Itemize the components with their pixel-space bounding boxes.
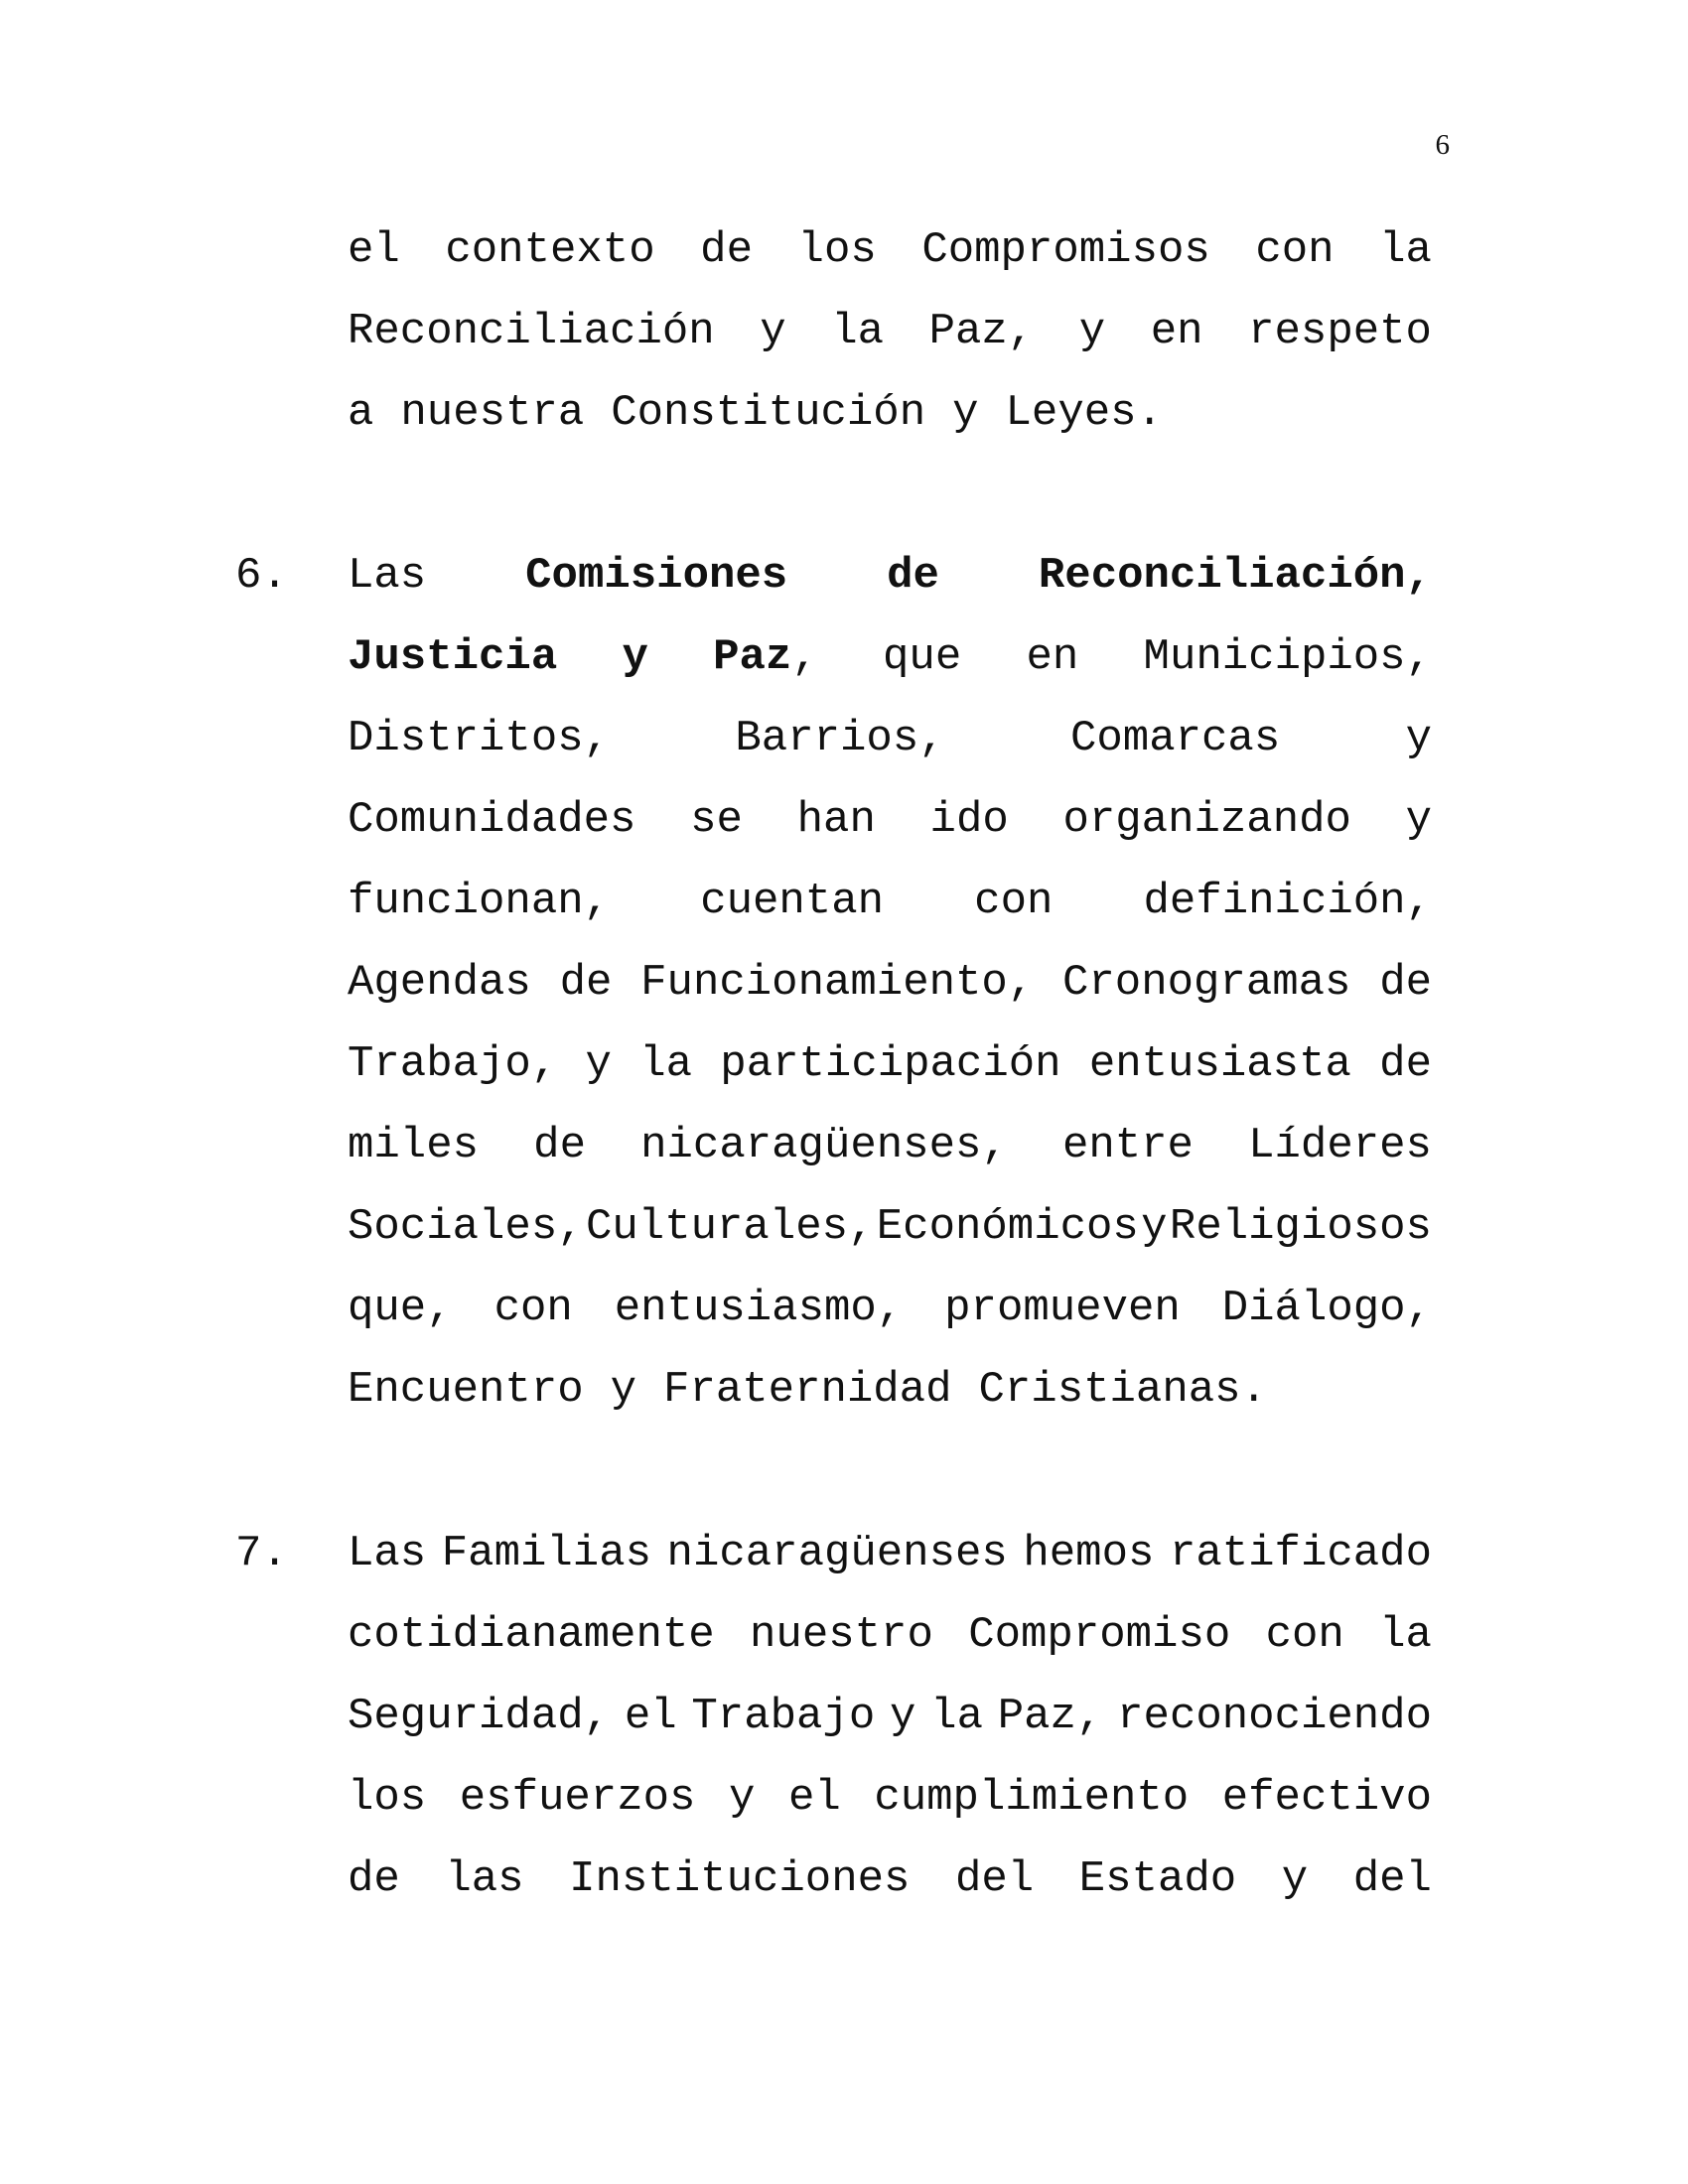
intro-line-1: [348, 209, 1432, 291]
page-number: 6: [1435, 129, 1450, 161]
word: Económicos: [876, 1202, 1139, 1252]
item-6-line-9: [348, 1186, 1432, 1268]
word: y: [1281, 1854, 1309, 1904]
word: Religiosos: [1169, 1202, 1432, 1252]
word: Culturales,: [585, 1202, 875, 1252]
item-6-line-6: [348, 942, 1432, 1024]
item-6-line-2: [348, 616, 1432, 698]
word: definición,: [1143, 877, 1432, 926]
word: Agendas: [348, 958, 531, 1008]
item-7-line-5: [348, 1839, 1432, 1920]
word: reconociendo: [1117, 1692, 1432, 1741]
word: Las: [348, 1529, 427, 1578]
word: Paz,: [997, 1692, 1103, 1741]
item-6-line-8: [348, 1105, 1432, 1186]
word: y: [1141, 1202, 1168, 1252]
word: cotidianamente: [348, 1610, 715, 1660]
word: y: [585, 1039, 612, 1089]
word: entusiasmo,: [614, 1284, 904, 1333]
word: cuentan: [700, 877, 885, 926]
word: la: [1379, 225, 1432, 275]
item-7-line-3: [348, 1676, 1432, 1757]
word: las: [445, 1854, 524, 1904]
word: Comunidades: [348, 795, 636, 845]
word: Compromiso: [968, 1610, 1231, 1660]
word: del: [1352, 1854, 1432, 1904]
word: Comisiones: [525, 551, 788, 601]
word: Instituciones: [569, 1854, 911, 1904]
intro-line-3: [348, 372, 1432, 454]
word: que: [883, 632, 962, 682]
word: de: [700, 225, 753, 275]
word: los: [797, 225, 877, 275]
word: Leyes.: [1005, 388, 1163, 438]
word: del: [954, 1854, 1035, 1904]
item-6-line-5: [348, 861, 1432, 942]
word: Barrios,: [735, 714, 945, 763]
item-7-line-4: [348, 1757, 1432, 1839]
word: efectivo: [1221, 1773, 1432, 1823]
word: hemos: [1023, 1529, 1155, 1578]
word: de: [533, 1121, 586, 1170]
word: promueven: [944, 1284, 1181, 1333]
word: con: [493, 1284, 573, 1333]
word: participación: [720, 1039, 1061, 1089]
word: el: [787, 1773, 841, 1823]
word: Estado: [1078, 1854, 1237, 1904]
word: Líderes: [1248, 1121, 1432, 1170]
word: Paz,: [713, 632, 818, 682]
intro-line-2: [348, 291, 1432, 372]
word: con: [974, 877, 1054, 926]
word: la: [1379, 1610, 1432, 1660]
word: Diálogo,: [1221, 1284, 1432, 1333]
word: de: [348, 1854, 400, 1904]
item-6-line-1: [348, 535, 1432, 616]
word: la: [831, 307, 885, 356]
item-6-line-3: [348, 698, 1432, 779]
word: Reconciliación: [348, 307, 715, 356]
word: de: [1379, 958, 1432, 1008]
word: Trabajo,: [348, 1039, 558, 1089]
item-6-line-7: [348, 1024, 1432, 1105]
item-7-line-2: [348, 1594, 1432, 1676]
word: cumplimiento: [874, 1773, 1190, 1823]
word: Compromisos: [921, 225, 1210, 275]
word: Paz,: [928, 307, 1035, 356]
word: se: [690, 795, 743, 845]
word: Encuentro: [348, 1365, 584, 1415]
item-number: 6.: [235, 551, 288, 601]
word: Las: [348, 551, 427, 601]
word: y: [728, 1773, 756, 1823]
word: los: [348, 1773, 427, 1823]
word: nuestra: [400, 388, 585, 438]
word: ido: [929, 795, 1009, 845]
word: de: [559, 958, 613, 1008]
word: Cronogramas: [1061, 958, 1351, 1008]
word: organizando: [1062, 795, 1351, 845]
item-6-line-4: [348, 779, 1432, 861]
word: y: [952, 388, 979, 438]
word: nuestro: [750, 1610, 933, 1660]
word: esfuerzos: [459, 1773, 696, 1823]
word: y: [1405, 795, 1432, 845]
word: en: [1150, 307, 1203, 356]
word: Trabajo: [691, 1692, 876, 1741]
word: Constitución: [611, 388, 926, 438]
word: que,: [348, 1284, 453, 1333]
word: Cristianas.: [978, 1365, 1267, 1415]
word: Reconciliación,: [1038, 551, 1432, 601]
word: miles: [348, 1121, 480, 1170]
word: y: [610, 1365, 637, 1415]
word: entre: [1061, 1121, 1194, 1170]
word: Distritos,: [348, 714, 611, 763]
word: funcionan,: [348, 877, 611, 926]
word: nicaragüenses: [666, 1529, 1008, 1578]
word: el: [348, 225, 400, 275]
word: el: [624, 1692, 677, 1741]
word: nicaragüenses,: [640, 1121, 1008, 1170]
word: entusiasta: [1088, 1039, 1351, 1089]
item-6-line-10: [348, 1268, 1432, 1349]
word: de: [1379, 1039, 1432, 1089]
word: de: [887, 551, 939, 601]
word: Fraternidad: [663, 1365, 952, 1415]
word: ratificado: [1169, 1529, 1432, 1578]
word: y: [760, 307, 786, 356]
word: y: [1405, 714, 1432, 763]
item-6-line-11: [348, 1349, 1432, 1431]
item-7-line-1: [348, 1513, 1432, 1594]
word: Comarcas: [1070, 714, 1281, 763]
word: la: [639, 1039, 693, 1089]
word: Sociales,: [348, 1202, 584, 1252]
word: y: [1078, 307, 1106, 356]
word: y: [622, 632, 648, 682]
word: respeto: [1248, 307, 1432, 356]
word: en: [1026, 632, 1079, 682]
word: con: [1255, 225, 1335, 275]
word: han: [796, 795, 876, 845]
word: Seguridad,: [348, 1692, 611, 1741]
word: con: [1265, 1610, 1344, 1660]
word: contexto: [445, 225, 655, 275]
item-number: 7.: [235, 1529, 288, 1578]
word: Justicia: [348, 632, 558, 682]
word: a: [348, 388, 374, 438]
word: Funcionamiento,: [640, 958, 1035, 1008]
word: y: [890, 1692, 916, 1741]
word: Familias: [441, 1529, 651, 1578]
word: la: [930, 1692, 983, 1741]
word: Municipios,: [1143, 632, 1432, 682]
